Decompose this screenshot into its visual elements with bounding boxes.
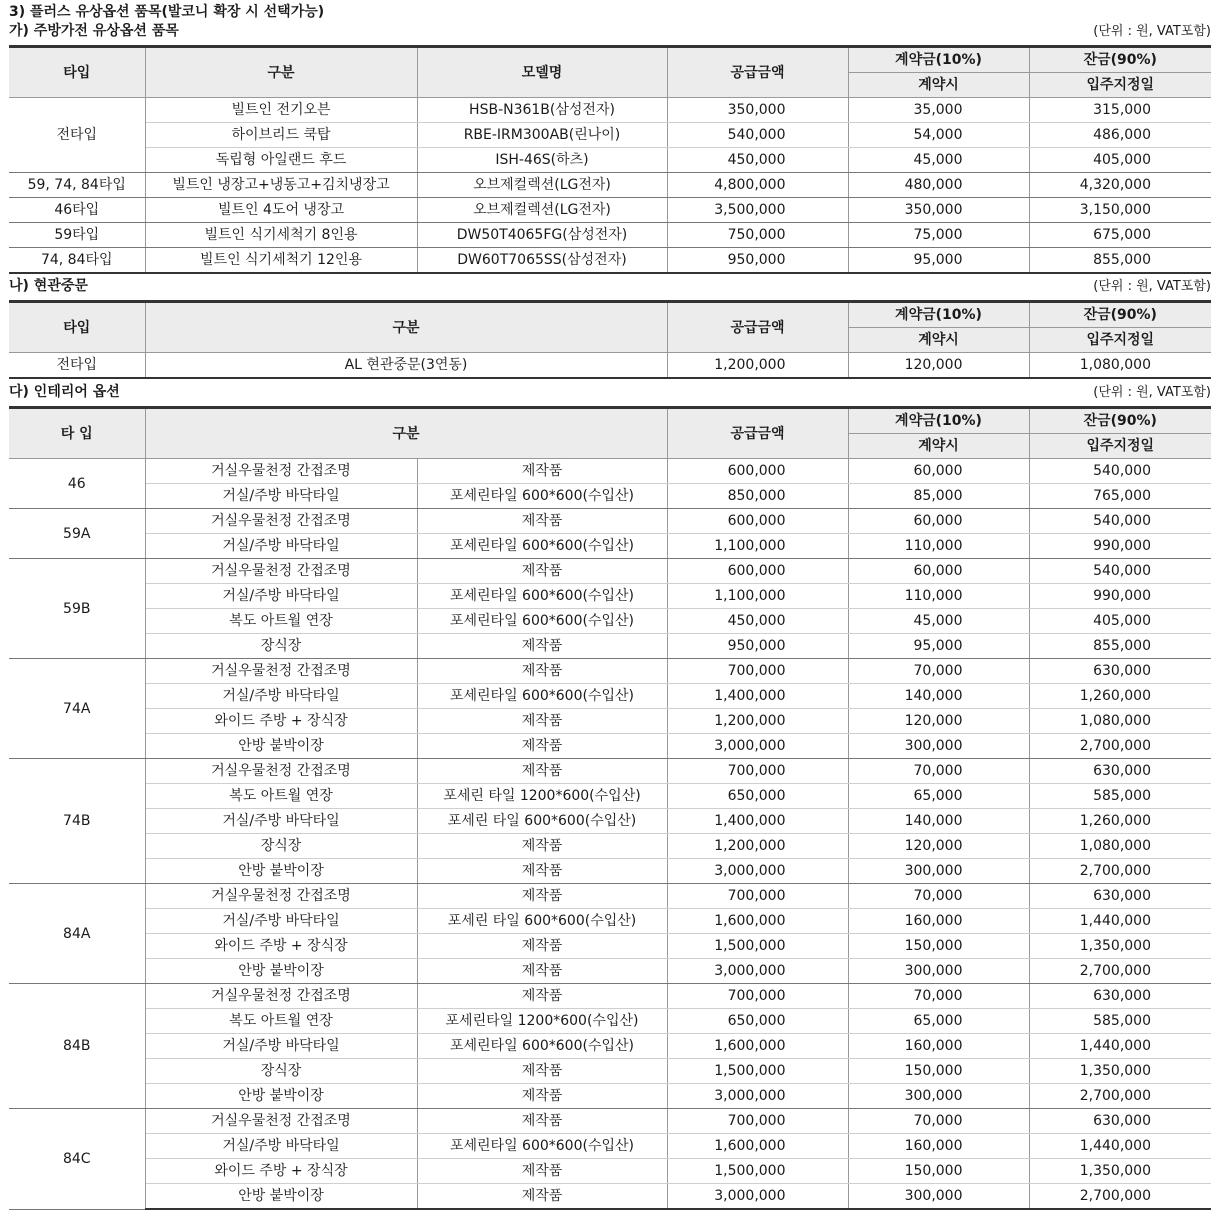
balance-cell: 1,440,000 bbox=[1029, 909, 1211, 934]
price-cell: 950,000 bbox=[667, 634, 848, 659]
price-cell: 3,500,000 bbox=[667, 198, 848, 223]
table-row bbox=[9, 173, 1211, 198]
spec-cell: 제작품 bbox=[417, 1059, 667, 1084]
table-row bbox=[9, 1084, 1211, 1109]
deposit-cell: 65,000 bbox=[848, 1009, 1029, 1034]
type-cell: 전타입 bbox=[9, 98, 145, 173]
spec-cell: 제작품 bbox=[417, 759, 667, 784]
table-row bbox=[9, 1109, 1211, 1134]
item-cell: 복도 아트월 연장 bbox=[145, 784, 417, 809]
spec-cell: 포세린 타일 1200*600(수입산) bbox=[417, 784, 667, 809]
item-cell: 안방 붙박이장 bbox=[145, 1184, 417, 1210]
table-row bbox=[9, 534, 1211, 559]
balance-cell: 855,000 bbox=[1029, 634, 1211, 659]
balance-cell: 1,350,000 bbox=[1029, 1059, 1211, 1084]
entrance-door-table bbox=[9, 300, 1211, 379]
deposit-cell: 150,000 bbox=[848, 1059, 1029, 1084]
balance-cell: 990,000 bbox=[1029, 534, 1211, 559]
header-balance-sub: 입주지정일 bbox=[1029, 328, 1211, 353]
header-type: 타 입 bbox=[9, 408, 145, 459]
header-category: 구분 bbox=[145, 47, 417, 98]
item-cell: 복도 아트월 연장 bbox=[145, 609, 417, 634]
price-cell: 1,600,000 bbox=[667, 1134, 848, 1159]
interior-options-table bbox=[9, 406, 1211, 1210]
balance-cell: 630,000 bbox=[1029, 659, 1211, 684]
item-cell: 거실/주방 바닥타일 bbox=[145, 909, 417, 934]
deposit-cell: 95,000 bbox=[848, 248, 1029, 274]
header-balance-sub: 입주지정일 bbox=[1029, 434, 1211, 459]
header-deposit: 계약금(10%) bbox=[848, 302, 1029, 328]
entrance-title: 나) 현관중문 bbox=[9, 278, 88, 294]
table-row bbox=[9, 1034, 1211, 1059]
deposit-cell: 300,000 bbox=[848, 859, 1029, 884]
table-row bbox=[9, 1184, 1211, 1210]
price-cell: 3,000,000 bbox=[667, 959, 848, 984]
deposit-cell: 110,000 bbox=[848, 534, 1029, 559]
kitchen-unit-note: (단위 : 원, VAT포함) bbox=[1093, 24, 1211, 39]
spec-cell: 제작품 bbox=[417, 709, 667, 734]
deposit-cell: 120,000 bbox=[848, 709, 1029, 734]
balance-cell: 1,440,000 bbox=[1029, 1134, 1211, 1159]
deposit-cell: 70,000 bbox=[848, 659, 1029, 684]
deposit-cell: 54,000 bbox=[848, 123, 1029, 148]
type-cell: 84C bbox=[9, 1109, 145, 1210]
header-deposit: 계약금(10%) bbox=[848, 408, 1029, 434]
balance-cell: 765,000 bbox=[1029, 484, 1211, 509]
header-deposit-sub: 계약시 bbox=[848, 434, 1029, 459]
balance-cell: 2,700,000 bbox=[1029, 734, 1211, 759]
table-row bbox=[9, 198, 1211, 223]
price-cell: 700,000 bbox=[667, 759, 848, 784]
spec-cell: 포세린 타일 600*600(수입산) bbox=[417, 809, 667, 834]
deposit-cell: 480,000 bbox=[848, 173, 1029, 198]
table-row bbox=[9, 909, 1211, 934]
deposit-cell: 75,000 bbox=[848, 223, 1029, 248]
balance-cell: 630,000 bbox=[1029, 984, 1211, 1009]
balance-cell: 405,000 bbox=[1029, 148, 1211, 173]
table-row bbox=[9, 659, 1211, 684]
type-cell: 59타입 bbox=[9, 223, 145, 248]
table-row bbox=[9, 148, 1211, 173]
spec-cell: 포세린타일 600*600(수입산) bbox=[417, 484, 667, 509]
item-cell: 와이드 주방 + 장식장 bbox=[145, 1159, 417, 1184]
table-row bbox=[9, 223, 1211, 248]
price-cell: 600,000 bbox=[667, 509, 848, 534]
type-cell: 59B bbox=[9, 559, 145, 659]
price-cell: 700,000 bbox=[667, 1109, 848, 1134]
model-cell: RBE-IRM300AB(린나이) bbox=[417, 123, 667, 148]
table-row bbox=[9, 98, 1211, 123]
price-cell: 350,000 bbox=[667, 98, 848, 123]
price-cell: 650,000 bbox=[667, 784, 848, 809]
spec-cell: 제작품 bbox=[417, 1109, 667, 1134]
spec-cell: 제작품 bbox=[417, 1084, 667, 1109]
price-cell: 1,100,000 bbox=[667, 584, 848, 609]
spec-cell: 제작품 bbox=[417, 459, 667, 484]
item-cell: 거실우물천정 간접조명 bbox=[145, 509, 417, 534]
model-cell: HSB-N361B(삼성전자) bbox=[417, 98, 667, 123]
balance-cell: 3,150,000 bbox=[1029, 198, 1211, 223]
price-cell: 1,500,000 bbox=[667, 934, 848, 959]
type-cell: 74B bbox=[9, 759, 145, 884]
header-type: 타입 bbox=[9, 47, 145, 98]
balance-cell: 540,000 bbox=[1029, 459, 1211, 484]
balance-cell: 1,080,000 bbox=[1029, 834, 1211, 859]
price-cell: 750,000 bbox=[667, 223, 848, 248]
deposit-cell: 95,000 bbox=[848, 634, 1029, 659]
item-cell: 거실우물천정 간접조명 bbox=[145, 1109, 417, 1134]
price-cell: 650,000 bbox=[667, 1009, 848, 1034]
table-row bbox=[9, 559, 1211, 584]
header-price: 공급금액 bbox=[667, 302, 848, 353]
header-deposit: 계약금(10%) bbox=[848, 47, 1029, 73]
spec-cell: 포세린타일 600*600(수입산) bbox=[417, 1134, 667, 1159]
item-cell: AL 현관중문(3연동) bbox=[145, 353, 667, 379]
price-cell: 1,200,000 bbox=[667, 353, 848, 379]
item-cell: 빌트인 식기세척기 8인용 bbox=[145, 223, 417, 248]
spec-cell: 제작품 bbox=[417, 509, 667, 534]
deposit-cell: 60,000 bbox=[848, 509, 1029, 534]
balance-cell: 1,260,000 bbox=[1029, 809, 1211, 834]
entrance-unit-note: (단위 : 원, VAT포함) bbox=[1093, 279, 1211, 294]
table-row bbox=[9, 684, 1211, 709]
header-category: 구분 bbox=[145, 408, 667, 459]
price-cell: 3,000,000 bbox=[667, 859, 848, 884]
balance-cell: 630,000 bbox=[1029, 884, 1211, 909]
price-cell: 1,400,000 bbox=[667, 684, 848, 709]
table-row bbox=[9, 509, 1211, 534]
type-cell: 84A bbox=[9, 884, 145, 984]
balance-cell: 540,000 bbox=[1029, 509, 1211, 534]
table-row bbox=[9, 609, 1211, 634]
header-price: 공급금액 bbox=[667, 408, 848, 459]
type-cell: 전타입 bbox=[9, 353, 145, 379]
header-type: 타입 bbox=[9, 302, 145, 353]
header-balance-sub: 입주지정일 bbox=[1029, 73, 1211, 98]
item-cell: 거실/주방 바닥타일 bbox=[145, 584, 417, 609]
header-price: 공급금액 bbox=[667, 47, 848, 98]
table-row bbox=[9, 984, 1211, 1009]
spec-cell: 포세린타일 600*600(수입산) bbox=[417, 609, 667, 634]
spec-cell: 제작품 bbox=[417, 859, 667, 884]
item-cell: 거실/주방 바닥타일 bbox=[145, 1134, 417, 1159]
item-cell: 거실우물천정 간접조명 bbox=[145, 884, 417, 909]
table-row bbox=[9, 959, 1211, 984]
price-cell: 700,000 bbox=[667, 984, 848, 1009]
deposit-cell: 150,000 bbox=[848, 934, 1029, 959]
deposit-cell: 120,000 bbox=[848, 834, 1029, 859]
deposit-cell: 60,000 bbox=[848, 559, 1029, 584]
deposit-cell: 110,000 bbox=[848, 584, 1029, 609]
balance-cell: 1,350,000 bbox=[1029, 1159, 1211, 1184]
price-cell: 450,000 bbox=[667, 609, 848, 634]
table-row bbox=[9, 634, 1211, 659]
item-cell: 빌트인 식기세척기 12인용 bbox=[145, 248, 417, 274]
balance-cell: 405,000 bbox=[1029, 609, 1211, 634]
model-cell: DW50T4065FG(삼성전자) bbox=[417, 223, 667, 248]
table-row bbox=[9, 934, 1211, 959]
price-cell: 700,000 bbox=[667, 659, 848, 684]
item-cell: 빌트인 전기오븐 bbox=[145, 98, 417, 123]
item-cell: 안방 붙박이장 bbox=[145, 1084, 417, 1109]
interior-unit-note: (단위 : 원, VAT포함) bbox=[1093, 385, 1211, 400]
deposit-cell: 160,000 bbox=[848, 1134, 1029, 1159]
price-cell: 1,500,000 bbox=[667, 1159, 848, 1184]
table-row bbox=[9, 248, 1211, 274]
model-cell: ISH-46S(하츠) bbox=[417, 148, 667, 173]
balance-cell: 2,700,000 bbox=[1029, 959, 1211, 984]
balance-cell: 540,000 bbox=[1029, 559, 1211, 584]
table-row bbox=[9, 784, 1211, 809]
deposit-cell: 300,000 bbox=[848, 1084, 1029, 1109]
item-cell: 장식장 bbox=[145, 834, 417, 859]
balance-cell: 315,000 bbox=[1029, 98, 1211, 123]
item-cell: 거실우물천정 간접조명 bbox=[145, 659, 417, 684]
spec-cell: 제작품 bbox=[417, 559, 667, 584]
balance-cell: 630,000 bbox=[1029, 1109, 1211, 1134]
deposit-cell: 120,000 bbox=[848, 353, 1029, 379]
price-cell: 950,000 bbox=[667, 248, 848, 274]
balance-cell: 2,700,000 bbox=[1029, 1184, 1211, 1210]
item-cell: 와이드 주방 + 장식장 bbox=[145, 709, 417, 734]
item-cell: 거실/주방 바닥타일 bbox=[145, 684, 417, 709]
price-cell: 1,600,000 bbox=[667, 909, 848, 934]
price-cell: 850,000 bbox=[667, 484, 848, 509]
deposit-cell: 160,000 bbox=[848, 909, 1029, 934]
balance-cell: 486,000 bbox=[1029, 123, 1211, 148]
spec-cell: 포세린타일 600*600(수입산) bbox=[417, 534, 667, 559]
balance-cell: 630,000 bbox=[1029, 759, 1211, 784]
deposit-cell: 350,000 bbox=[848, 198, 1029, 223]
deposit-cell: 150,000 bbox=[848, 1159, 1029, 1184]
item-cell: 거실우물천정 간접조명 bbox=[145, 459, 417, 484]
deposit-cell: 35,000 bbox=[848, 98, 1029, 123]
table-row bbox=[9, 123, 1211, 148]
section-title: 3) 플러스 유상옵션 품목(발코니 확장 시 선택가능) bbox=[9, 4, 325, 20]
price-cell: 600,000 bbox=[667, 559, 848, 584]
item-cell: 거실우물천정 간접조명 bbox=[145, 559, 417, 584]
deposit-cell: 45,000 bbox=[848, 148, 1029, 173]
item-cell: 복도 아트월 연장 bbox=[145, 1009, 417, 1034]
spec-cell: 포세린타일 600*600(수입산) bbox=[417, 684, 667, 709]
deposit-cell: 45,000 bbox=[848, 609, 1029, 634]
deposit-cell: 85,000 bbox=[848, 484, 1029, 509]
price-cell: 1,400,000 bbox=[667, 809, 848, 834]
item-cell: 장식장 bbox=[145, 634, 417, 659]
spec-cell: 제작품 bbox=[417, 659, 667, 684]
price-cell: 1,100,000 bbox=[667, 534, 848, 559]
item-cell: 거실/주방 바닥타일 bbox=[145, 534, 417, 559]
table-row bbox=[9, 1159, 1211, 1184]
spec-cell: 포세린타일 600*600(수입산) bbox=[417, 1034, 667, 1059]
model-cell: 오브제컬렉션(LG전자) bbox=[417, 173, 667, 198]
spec-cell: 제작품 bbox=[417, 634, 667, 659]
spec-cell: 제작품 bbox=[417, 959, 667, 984]
item-cell: 거실/주방 바닥타일 bbox=[145, 1034, 417, 1059]
balance-cell: 585,000 bbox=[1029, 1009, 1211, 1034]
balance-cell: 1,260,000 bbox=[1029, 684, 1211, 709]
spec-cell: 제작품 bbox=[417, 884, 667, 909]
header-deposit-sub: 계약시 bbox=[848, 328, 1029, 353]
spec-cell: 제작품 bbox=[417, 934, 667, 959]
model-cell: DW60T7065SS(삼성전자) bbox=[417, 248, 667, 274]
type-cell: 74A bbox=[9, 659, 145, 759]
balance-cell: 675,000 bbox=[1029, 223, 1211, 248]
table-row bbox=[9, 734, 1211, 759]
price-cell: 700,000 bbox=[667, 884, 848, 909]
deposit-cell: 60,000 bbox=[848, 459, 1029, 484]
item-cell: 거실우물천정 간접조명 bbox=[145, 759, 417, 784]
type-cell: 46타입 bbox=[9, 198, 145, 223]
price-cell: 1,200,000 bbox=[667, 709, 848, 734]
spec-cell: 제작품 bbox=[417, 834, 667, 859]
header-model: 모델명 bbox=[417, 47, 667, 98]
deposit-cell: 300,000 bbox=[848, 959, 1029, 984]
price-cell: 1,500,000 bbox=[667, 1059, 848, 1084]
balance-cell: 855,000 bbox=[1029, 248, 1211, 274]
type-cell: 46 bbox=[9, 459, 145, 509]
deposit-cell: 70,000 bbox=[848, 759, 1029, 784]
header-balance: 잔금(90%) bbox=[1029, 47, 1211, 73]
type-cell: 59A bbox=[9, 509, 145, 559]
price-cell: 600,000 bbox=[667, 459, 848, 484]
balance-cell: 2,700,000 bbox=[1029, 1084, 1211, 1109]
item-cell: 장식장 bbox=[145, 1059, 417, 1084]
deposit-cell: 70,000 bbox=[848, 884, 1029, 909]
table-row bbox=[9, 1059, 1211, 1084]
item-cell: 거실/주방 바닥타일 bbox=[145, 484, 417, 509]
price-cell: 3,000,000 bbox=[667, 1084, 848, 1109]
spec-cell: 제작품 bbox=[417, 1184, 667, 1210]
spec-cell: 포세린타일 1200*600(수입산) bbox=[417, 1009, 667, 1034]
balance-cell: 1,440,000 bbox=[1029, 1034, 1211, 1059]
price-cell: 3,000,000 bbox=[667, 734, 848, 759]
table-row bbox=[9, 859, 1211, 884]
table-row bbox=[9, 834, 1211, 859]
balance-cell: 2,700,000 bbox=[1029, 859, 1211, 884]
item-cell: 독립형 아일랜드 후드 bbox=[145, 148, 417, 173]
spec-cell: 제작품 bbox=[417, 984, 667, 1009]
deposit-cell: 70,000 bbox=[848, 984, 1029, 1009]
deposit-cell: 65,000 bbox=[848, 784, 1029, 809]
item-cell: 거실우물천정 간접조명 bbox=[145, 984, 417, 1009]
price-cell: 1,200,000 bbox=[667, 834, 848, 859]
balance-cell: 1,080,000 bbox=[1029, 353, 1211, 379]
model-cell: 오브제컬렉션(LG전자) bbox=[417, 198, 667, 223]
item-cell: 하이브리드 쿡탑 bbox=[145, 123, 417, 148]
deposit-cell: 70,000 bbox=[848, 1109, 1029, 1134]
deposit-cell: 140,000 bbox=[848, 809, 1029, 834]
spec-cell: 제작품 bbox=[417, 1159, 667, 1184]
header-balance: 잔금(90%) bbox=[1029, 302, 1211, 328]
price-cell: 3,000,000 bbox=[667, 1184, 848, 1210]
table-row bbox=[9, 484, 1211, 509]
type-cell: 59, 74, 84타입 bbox=[9, 173, 145, 198]
deposit-cell: 300,000 bbox=[848, 1184, 1029, 1210]
table-row bbox=[9, 1134, 1211, 1159]
spec-cell: 포세린타일 600*600(수입산) bbox=[417, 584, 667, 609]
item-cell: 빌트인 4도어 냉장고 bbox=[145, 198, 417, 223]
interior-title: 다) 인테리어 옵션 bbox=[9, 384, 120, 400]
balance-cell: 1,080,000 bbox=[1029, 709, 1211, 734]
item-cell: 안방 붙박이장 bbox=[145, 734, 417, 759]
price-cell: 4,800,000 bbox=[667, 173, 848, 198]
table-row bbox=[9, 353, 1211, 379]
type-cell: 84B bbox=[9, 984, 145, 1109]
item-cell: 빌트인 냉장고+냉동고+김치냉장고 bbox=[145, 173, 417, 198]
item-cell: 안방 붙박이장 bbox=[145, 959, 417, 984]
table-row bbox=[9, 809, 1211, 834]
deposit-cell: 140,000 bbox=[848, 684, 1029, 709]
spec-cell: 제작품 bbox=[417, 734, 667, 759]
header-balance: 잔금(90%) bbox=[1029, 408, 1211, 434]
deposit-cell: 300,000 bbox=[848, 734, 1029, 759]
price-cell: 1,600,000 bbox=[667, 1034, 848, 1059]
header-deposit-sub: 계약시 bbox=[848, 73, 1029, 98]
header-category: 구분 bbox=[145, 302, 667, 353]
kitchen-title: 가) 주방가전 유상옵션 품목 bbox=[9, 23, 179, 39]
table-row bbox=[9, 584, 1211, 609]
deposit-cell: 160,000 bbox=[848, 1034, 1029, 1059]
item-cell: 거실/주방 바닥타일 bbox=[145, 809, 417, 834]
price-cell: 540,000 bbox=[667, 123, 848, 148]
balance-cell: 4,320,000 bbox=[1029, 173, 1211, 198]
table-row bbox=[9, 709, 1211, 734]
table-row bbox=[9, 759, 1211, 784]
balance-cell: 585,000 bbox=[1029, 784, 1211, 809]
table-row bbox=[9, 1009, 1211, 1034]
kitchen-options-table bbox=[9, 45, 1211, 274]
item-cell: 안방 붙박이장 bbox=[145, 859, 417, 884]
table-row bbox=[9, 459, 1211, 484]
table-row bbox=[9, 884, 1211, 909]
price-cell: 450,000 bbox=[667, 148, 848, 173]
balance-cell: 1,350,000 bbox=[1029, 934, 1211, 959]
item-cell: 와이드 주방 + 장식장 bbox=[145, 934, 417, 959]
spec-cell: 포세린 타일 600*600(수입산) bbox=[417, 909, 667, 934]
balance-cell: 990,000 bbox=[1029, 584, 1211, 609]
type-cell: 74, 84타입 bbox=[9, 248, 145, 274]
